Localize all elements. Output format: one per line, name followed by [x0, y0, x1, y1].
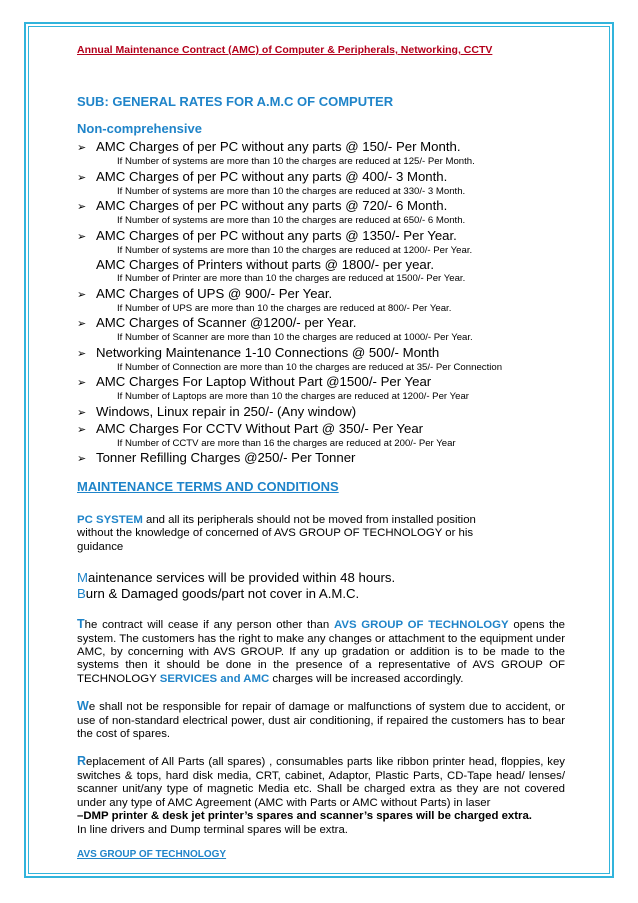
- rate-note: If Number of Printer are more than 10 the charges are reduced at 1500/- Per Year.: [117, 273, 466, 284]
- arrow-bullet-icon: ➢: [77, 171, 87, 184]
- arrow-bullet-icon: ➢: [77, 318, 87, 330]
- rate-text: AMC Charges of Scanner @1200/- per Year.: [96, 315, 357, 330]
- rate-text: Networking Maintenance 1-10 Connections @ 500/- Month: [96, 344, 440, 360]
- rate-item: [77, 315, 565, 332]
- rate-item: [77, 450, 565, 467]
- rate-text: AMC Charges of UPS @ 900/- Per Year.: [96, 285, 333, 301]
- rate-item: [77, 421, 565, 438]
- rate-text: AMC Charges of per PC without any parts @ 720/- 6 Month.: [96, 198, 448, 213]
- services-label: SERVICES and AMC: [159, 672, 270, 685]
- rate-text: AMC Charges For Laptop Without Part @1500/- Per Year: [96, 374, 432, 389]
- arrow-bullet-icon: ➢: [77, 377, 87, 389]
- rate-item: [77, 228, 565, 245]
- rate-note: If Number of Laptops are more than 10 the charges are reduced at 1200/- Per Year: [117, 391, 469, 402]
- rate-note: If Number of systems are more than 10 the charges are reduced at 330/- 3 Month.: [117, 185, 466, 197]
- arrow-bullet-icon: ➢: [77, 347, 87, 360]
- arrow-bullet-icon: ➢: [77, 423, 87, 436]
- document-header: Annual Maintenance Contract (AMC) of Computer & Peripherals, Networking, CCTV: [77, 44, 493, 56]
- rate-item: [77, 169, 565, 186]
- rates-list: [77, 139, 565, 467]
- section-label: Non-comprehensive: [77, 121, 202, 136]
- arrow-bullet-icon: ➢: [77, 142, 87, 154]
- rate-note: If Number of Connection are more than 10 the charges are reduced at 35/- Per Connection: [117, 361, 503, 373]
- rate-note: If Number of systems are more than 10 the charges are reduced at 125/- Per Month.: [117, 156, 475, 167]
- rate-item: [77, 139, 565, 156]
- rate-text: Tonner Refilling Charges @250/- Per Tonner: [96, 450, 356, 465]
- liability-paragraph: We shall not be responsible for repair of damage or malfunctions of system due to accident, or use of non-standard electrical power, dust air conditioning, if repaired the customers has to bear the cost of spares.: [77, 699, 565, 741]
- page-content: [77, 44, 565, 860]
- footer-company: AVS GROUP OF TECHNOLOGY: [77, 848, 227, 860]
- replacement-paragraph: Replacement of All Parts (all spares) , consumables parts like ribbon printer head, floppies, key switches & tops, hard disk media, CRT, cabinet, Adaptor, Plastic Parts, CD-Tape head/ lenses/ scanner unit/any type of magnetic Media etc. Shall be charged extra as they are not covered under any type of AMC Agreement (AMC with Parts or AMC without Parts) in laser –DMP printer & desk jet printer’s spares and scanner’s spares will be charged extra. In line drivers and Dump terminal spares will be extra.: [77, 754, 565, 836]
- rate-text: AMC Charges of per PC without any parts @ 400/- 3 Month.: [96, 168, 448, 184]
- rate-note: If Number of UPS are more than 10 the charges are reduced at 800/- Per Year.: [117, 302, 452, 314]
- pc-system-label: PC SYSTEM: [77, 514, 143, 526]
- arrow-bullet-icon: ➢: [77, 406, 87, 419]
- subject-heading: SUB: GENERAL RATES FOR A.M.C OF COMPUTER: [77, 94, 394, 109]
- rate-note: If Number of systems are more than 10 the charges are reduced at 1200/- Per Year.: [117, 244, 473, 256]
- company-name: AVS GROUP OF TECHNOLOGY: [333, 619, 509, 632]
- maintenance-paragraph: Maintenance services will be provided within 48 hours. Burn & Damaged goods/part not cover in A.M.C.: [77, 570, 396, 602]
- pc-system-paragraph: PC SYSTEM and all its peripherals should not be moved from installed position without the knowledge of concerned of AVS GROUP OF TECHNOLOGY or his guidance: [77, 514, 476, 553]
- arrow-bullet-icon: ➢: [77, 288, 87, 301]
- rate-text: Windows, Linux repair in 250/- (Any window): [96, 403, 357, 419]
- rate-note: If Number of CCTV are more than 16 the charges are reduced at 200/- Per Year: [117, 437, 456, 449]
- terms-title: MAINTENANCE TERMS AND CONDITIONS: [77, 479, 339, 494]
- arrow-bullet-icon: ➢: [77, 201, 87, 213]
- rate-note: If Number of Scanner are more than 10 the charges are reduced at 1000/- Per Year.: [117, 332, 473, 343]
- rate-item: [77, 404, 565, 421]
- arrow-bullet-icon: ➢: [77, 230, 87, 243]
- rate-note: If Number of systems are more than 10 the charges are reduced at 650/- 6 Month.: [117, 215, 466, 226]
- rate-text: AMC Charges For CCTV Without Part @ 350/- Per Year: [96, 420, 424, 436]
- rate-item: AMC Charges of Printers without parts @ 1800/- per year.: [96, 257, 435, 272]
- rate-text: AMC Charges of per PC without any parts @ 150/- Per Month.: [96, 139, 461, 154]
- contract-paragraph: The contract will cease if any person other than AVS GROUP OF TECHNOLOGY opens the system. The customers has the right to make any changes or attachment to the equipment under AMC, by concerning with AVS GROUP. If any up gradation or addition is to be made to the systems then it should be done in the presence of a representative of AVS GROUP OF TECHNOLOGY SERVICES and AMC charges will be increased accordingly.: [77, 617, 565, 685]
- rate-item: [77, 286, 565, 303]
- rate-item: [77, 198, 565, 215]
- rate-item: [77, 374, 565, 391]
- rate-text: AMC Charges of per PC without any parts @ 1350/- Per Year.: [96, 227, 457, 243]
- rate-item: [77, 345, 565, 362]
- arrow-bullet-icon: ➢: [77, 453, 87, 465]
